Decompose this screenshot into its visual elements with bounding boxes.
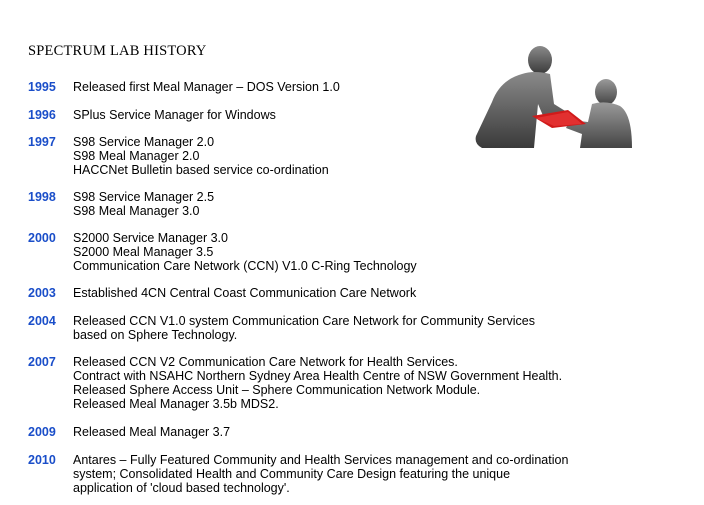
entry-line: Released first Meal Manager – DOS Version 1.0 [73,80,340,94]
entry-line: S98 Meal Manager 3.0 [73,204,200,218]
entry-line: Released Meal Manager 3.5b MDS2. [73,397,279,411]
entry-line: S2000 Meal Manager 3.5 [73,245,214,259]
entry-line: S2000 Service Manager 3.0 [73,231,228,245]
entry-year: 1997 [28,135,56,149]
entry-year: 2004 [28,314,56,328]
entry-year: 1995 [28,80,56,94]
entry-line: S98 Service Manager 2.5 [73,190,215,204]
entry-year: 1998 [28,190,56,204]
entry-line: HACCNet Bulletin based service co-ordination [73,163,329,177]
entry-year: 2007 [28,355,56,369]
entry-line: Released Sphere Access Unit – Sphere Communication Network Module. [73,383,481,397]
entry-line: application of 'cloud based technology'. [73,481,290,495]
entry-line: Established 4CN Central Coast Communication Care Network [73,286,417,300]
entry-line: system; Consolidated Health and Community Care Design featuring the unique [73,467,511,481]
entry-year: 1996 [28,108,56,122]
entry-year: 2000 [28,231,56,245]
entry-line: based on Sphere Technology. [73,328,238,342]
entry-line: S98 Meal Manager 2.0 [73,149,200,163]
entry-year: 2010 [28,453,56,467]
page-title: SPECTRUM LAB HISTORY [28,43,207,59]
entry-year: 2009 [28,425,56,439]
entry-line: Antares – Fully Featured Community and Health Services management and co-ordination [73,453,569,467]
entry-line: SPlus Service Manager for Windows [73,108,276,122]
entry-line: Released CCN V1.0 system Communication Care Network for Community Services [73,314,535,328]
entry-line: S98 Service Manager 2.0 [73,135,215,149]
entry-line: Contract with NSAHC Northern Sydney Area Health Centre of NSW Government Health. [73,369,563,383]
entry-line: Released Meal Manager 3.7 [73,425,231,439]
entry-line: Communication Care Network (CCN) V1.0 C-Ring Technology [73,259,417,273]
entry-year: 2003 [28,286,56,300]
entry-line: Released CCN V2 Communication Care Network for Health Services. [73,355,458,369]
